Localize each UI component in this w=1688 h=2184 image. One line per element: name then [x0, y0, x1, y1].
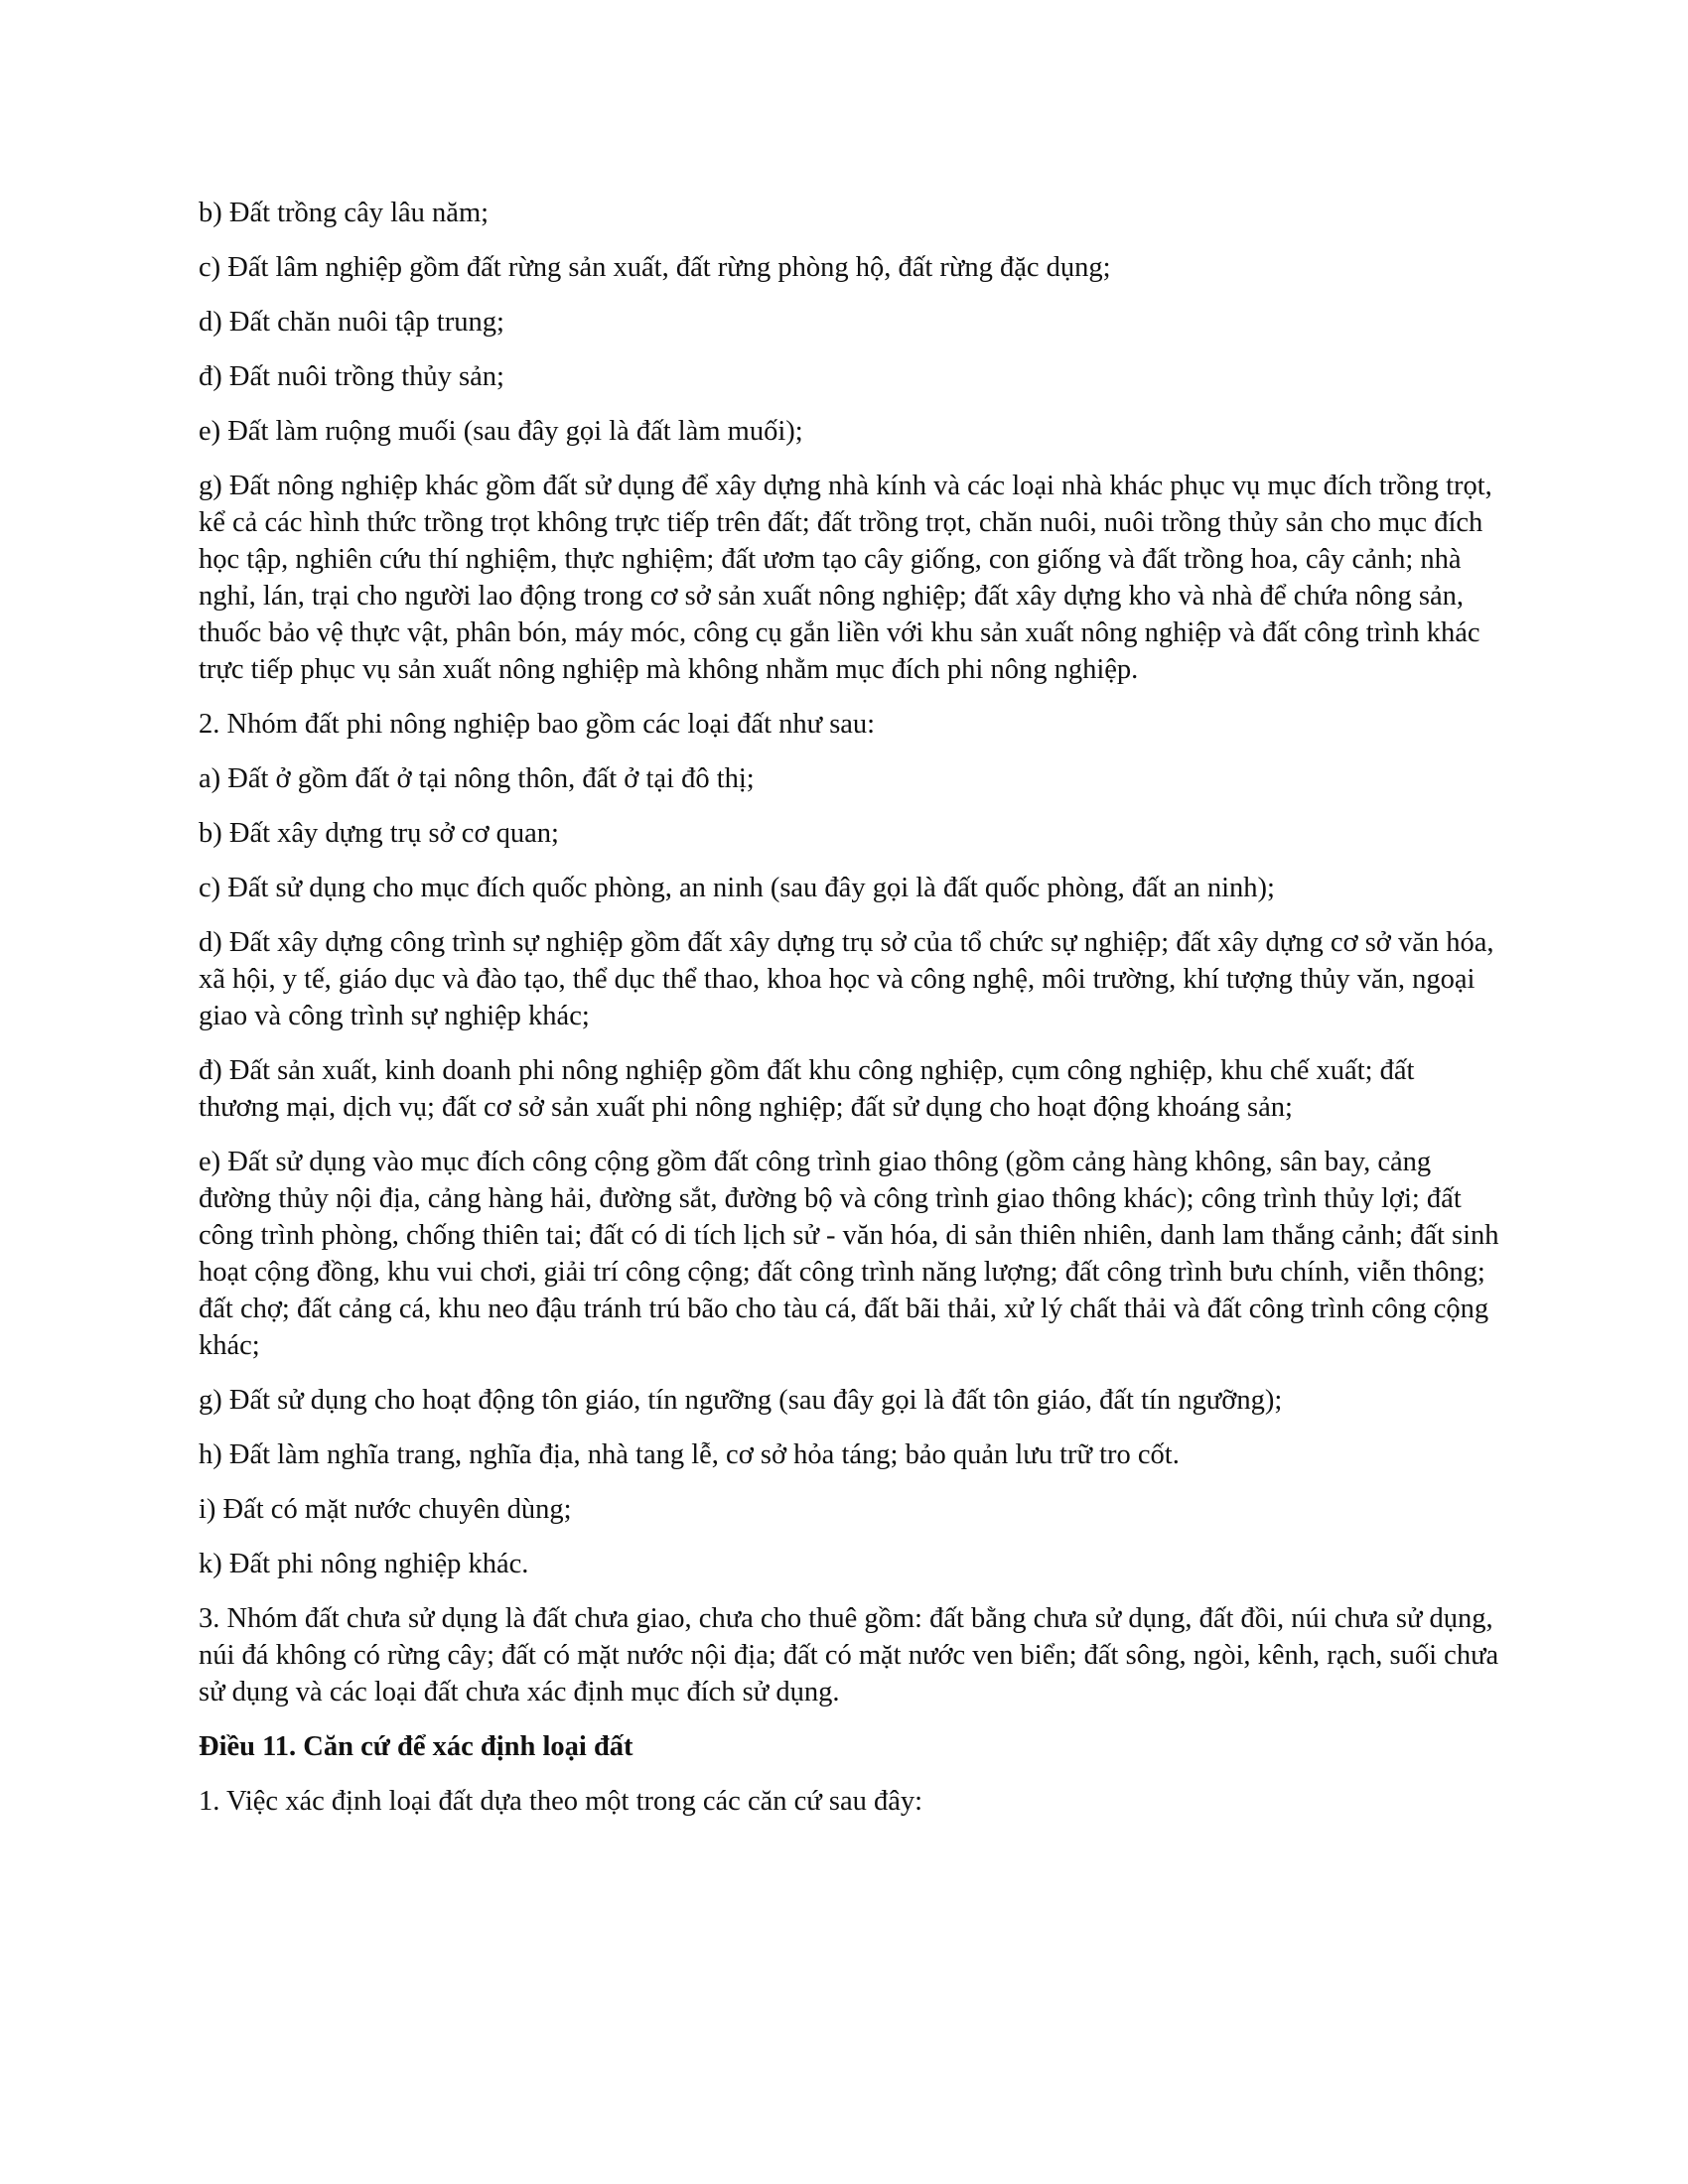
paragraph-k-other-non-agricultural-land: k) Đất phi nông nghiệp khác. [199, 1549, 529, 1579]
paragraph-g-other-agricultural-land: g) Đất nông nghiệp khác gồm đất sử dụng để xây dựng nhà kính và các loại nhà khác phục vụ mục đích trồng trọt, kể cả các hình thức trồng trọt không trực tiếp trên đất; đất trồng trọt, chăn nuôi, nuôi trồng thủy sản cho mục đích học tập, nghiên cứu thí nghiệm, thực nghiệm; đất ươm tạo cây giống, con giống và đất trồng hoa, cây cảnh; nhà nghỉ, lán, trại cho người lao động trong cơ sở sản xuất nông nghiệp; đất xây dựng kho và nhà để chứa nông sản, thuốc bảo vệ thực vật, phân bón, máy móc, công cụ gắn liền với khu sản xuất nông nghiệp và đất công trình khác trực tiếp phục vụ sản xuất nông nghiệp mà không nhằm mục đích phi nông nghiệp. [199, 471, 1492, 685]
article-11-heading: Điều 11. Căn cứ để xác định loại đất [199, 1731, 633, 1762]
paragraph-3-unused-land-group: 3. Nhóm đất chưa sử dụng là đất chưa giao, chưa cho thuê gồm: đất bằng chưa sử dụng, đất đồi, núi chưa sử dụng, núi đá không có rừng cây; đất có mặt nước nội địa; đất có mặt nước ven biển; đất sông, ngòi, kênh, rạch, suối chưa sử dụng và các loại đất chưa xác định mục đích sử dụng. [199, 1603, 1499, 1707]
paragraph-b-office-land: b) Đất xây dựng trụ sở cơ quan; [199, 818, 559, 849]
paragraph-e-salt-land: e) Đất làm ruộng muối (sau đây gọi là đất làm muối); [199, 416, 803, 447]
paragraph-c-defense-land: c) Đất sử dụng cho mục đích quốc phòng, an ninh (sau đây gọi là đất quốc phòng, đất an ninh); [199, 873, 1275, 903]
paragraph-c-forestry-land: c) Đất lâm nghiệp gồm đất rừng sản xuất, đất rừng phòng hộ, đất rừng đặc dụng; [199, 252, 1111, 283]
paragraph-dd-aquaculture-land: đ) Đất nuôi trồng thủy sản; [199, 361, 504, 392]
paragraph-h-cemetery-land: h) Đất làm nghĩa trang, nghĩa địa, nhà tang lễ, cơ sở hỏa táng; bảo quản lưu trữ tro cốt. [199, 1439, 1180, 1470]
paragraph-i-water-surface-land: i) Đất có mặt nước chuyên dùng; [199, 1494, 572, 1525]
paragraph-d-livestock-land: d) Đất chăn nuôi tập trung; [199, 307, 504, 338]
paragraph-d-public-service-land: d) Đất xây dựng công trình sự nghiệp gồm đất xây dựng trụ sở của tổ chức sự nghiệp; đất xây dựng cơ sở văn hóa, xã hội, y tế, giáo dục và đào tạo, thể dục thể thao, khoa học và công nghệ, môi trường, khí tượng thủy văn, ngoại giao và công trình sự nghiệp khác; [199, 927, 1494, 1031]
paragraph-2-non-agricultural-group: 2. Nhóm đất phi nông nghiệp bao gồm các loại đất như sau: [199, 709, 876, 740]
paragraph-e-public-purpose-land: e) Đất sử dụng vào mục đích công cộng gồm đất công trình giao thông (gồm cảng hàng không, sân bay, cảng đường thủy nội địa, cảng hàng hải, đường sắt, đường bộ và công trình giao thông khác); công trình thủy lợi; đất công trình phòng, chống thiên tai; đất có di tích lịch sử - văn hóa, di sản thiên nhiên, danh lam thắng cảnh; đất sinh hoạt cộng đồng, khu vui chơi, giải trí công cộng; đất công trình năng lượng; đất công trình bưu chính, viễn thông; đất chợ; đất cảng cá, khu neo đậu tránh trú bão cho tàu cá, đất bãi thải, xử lý chất thải và đất công trình công cộng khác; [199, 1147, 1499, 1361]
paragraph-a-residential-land: a) Đất ở gồm đất ở tại nông thôn, đất ở tại đô thị; [199, 763, 755, 794]
document-page [199, 195, 1499, 1838]
paragraph-b-perennial-crops: b) Đất trồng cây lâu năm; [199, 198, 490, 228]
paragraph-g-religious-land: g) Đất sử dụng cho hoạt động tôn giáo, tín ngưỡng (sau đây gọi là đất tôn giáo, đất tín ngưỡng); [199, 1385, 1283, 1416]
paragraph-dd-business-land: đ) Đất sản xuất, kinh doanh phi nông nghiệp gồm đất khu công nghiệp, cụm công nghiệp, khu chế xuất; đất thương mại, dịch vụ; đất cơ sở sản xuất phi nông nghiệp; đất sử dụng cho hoạt động khoáng sản; [199, 1055, 1415, 1123]
article-11-paragraph-1: 1. Việc xác định loại đất dựa theo một trong các căn cứ sau đây: [199, 1786, 923, 1817]
